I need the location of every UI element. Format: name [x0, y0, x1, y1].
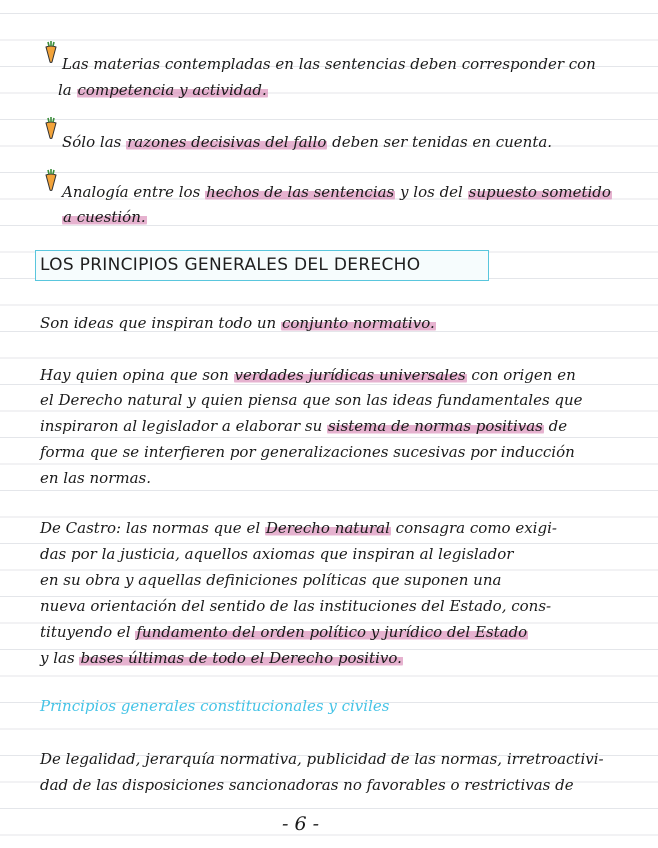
bullet-2-line-1: Sólo las razones decisivas del fallo deben ser tenidas en cuenta.: [62, 133, 553, 151]
paragraph-2-line-3: inspiraron al legislador a elaborar su sistema de normas positivas de: [40, 417, 568, 435]
paragraph-3-line-5: tituyendo el fundamento del orden político y jurídico del Estado: [40, 623, 528, 641]
highlight: sistema de normas positivas: [328, 417, 543, 435]
paragraph-3-line-1: De Castro: las normas que el Derecho natural consagra como exigi-: [40, 519, 557, 537]
paragraph-2-line-4: forma que se interfieren por generalizaciones sucesivas por inducción: [40, 443, 575, 461]
highlight: competencia y actividad.: [77, 81, 267, 99]
paragraph-2-line-1: Hay quien opina que son verdades jurídicas universales con origen en: [40, 366, 576, 384]
paragraph-2-line-2: el Derecho natural y quien piensa que son las ideas fundamentales que: [40, 391, 583, 409]
paragraph-4-line-2: dad de las disposiciones sancionadoras no favorables o restrictivas de: [40, 776, 574, 794]
highlight: razones decisivas del fallo: [127, 133, 327, 151]
highlight: hechos de las sentencias: [206, 183, 395, 201]
paragraph-3-line-4: nueva orientación del sentido de las instituciones del Estado, cons-: [40, 597, 552, 615]
section-heading: LOS PRINCIPIOS GENERALES DEL DERECHO: [40, 255, 421, 275]
page-number: - 6 -: [282, 813, 320, 835]
paragraph-4-line-1: De legalidad, jerarquía normativa, publicidad de las normas, irretroactivi-: [40, 750, 604, 768]
paragraph-1: Son ideas que inspiran todo un conjunto normativo.: [40, 314, 435, 332]
bullet-3-line-1: Analogía entre los hechos de las sentencias y los del supuesto sometido: [62, 183, 611, 201]
subheading: Principios generales constitucionales y civiles: [40, 697, 390, 715]
highlight: supuesto sometido: [468, 183, 611, 201]
highlight: conjunto normativo.: [281, 314, 435, 332]
carrot-icon: [44, 169, 58, 191]
highlight: verdades jurídicas universales: [234, 366, 466, 384]
paragraph-2-line-5: en las normas.: [40, 469, 152, 487]
carrot-icon: [44, 41, 58, 63]
paragraph-3-line-3: en su obra y aquellas definiciones políticas que suponen una: [40, 571, 502, 589]
highlight: fundamento del orden político y jurídico del Estado: [136, 623, 528, 641]
paragraph-3-line-2: das por la justicia, aquellos axiomas que inspiran al legislador: [40, 545, 514, 563]
bullet-1-line-1: Las materias contempladas en las sentencias deben corresponder con: [62, 55, 596, 73]
highlight: a cuestión.: [63, 208, 146, 226]
highlight: bases últimas de todo el Derecho positivo.: [80, 649, 402, 667]
carrot-icon: [44, 117, 58, 139]
bullet-1-line-2: la competencia y actividad.: [58, 81, 267, 99]
bullet-3-line-2: [62, 207, 622, 227]
paragraph-3-line-6: y las bases últimas de todo el Derecho positivo.: [40, 649, 402, 667]
highlight: Derecho natural: [265, 519, 390, 537]
